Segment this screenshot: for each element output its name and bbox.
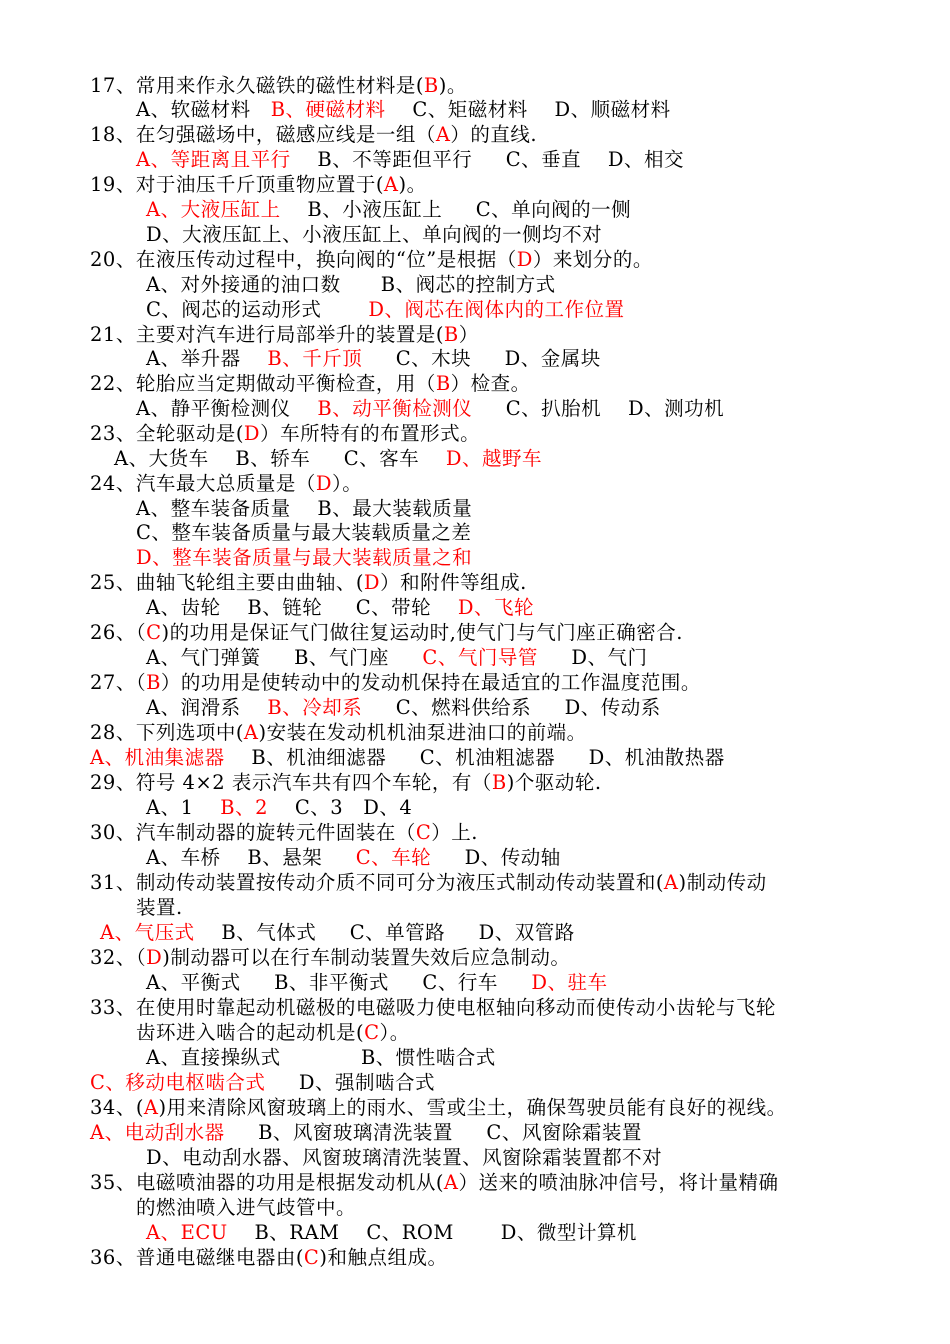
- question-text: )制动器可以在行车制动装置失效后应急制动。: [162, 946, 571, 969]
- answer-text: A、ECU: [146, 1221, 228, 1244]
- question-text: B、不等距但平行 C、垂直 D、相交: [290, 148, 685, 171]
- question-text: ）的功用是使转动中的发动机保持在最适宜的工作温度范围。: [160, 671, 701, 694]
- answer-text: B: [435, 372, 451, 395]
- answer-text: C: [146, 621, 162, 644]
- question-text: D、电动刮水器、风窗玻璃清洗装置、风窗除霜装置都不对: [146, 1146, 663, 1169]
- text-line: [90, 996, 776, 1020]
- question-text: 32、（: [90, 946, 147, 969]
- question-text: 29、符号 4×2 表示汽车共有四个车轮，有（: [90, 771, 492, 794]
- question-text: ）送来的喷油脉冲信号，将计量精确: [458, 1171, 779, 1194]
- question-text: 19、对于油压千斤顶重物应置于(: [90, 173, 384, 196]
- answer-text: D: [243, 422, 261, 445]
- answer-text: C: [303, 1246, 320, 1269]
- text-line: [90, 323, 479, 347]
- question-text: C、矩磁材料 D、顺磁材料: [385, 98, 671, 121]
- answer-text: D、整车装备质量与最大装载质量之和: [136, 546, 473, 569]
- question-text: 17、常用来作永久磁铁的磁性材料是(: [90, 74, 424, 97]
- text-line: [136, 497, 472, 521]
- question-text: 26、（: [90, 621, 147, 644]
- text-line: [90, 621, 683, 645]
- answer-text: D: [315, 472, 332, 495]
- text-line: [146, 596, 534, 620]
- answer-text: C、车轮: [355, 846, 432, 869]
- text-line: [90, 123, 537, 147]
- text-line: [146, 796, 412, 820]
- text-line: [146, 1046, 496, 1070]
- question-text: 齿环进入啮合的起动机是(: [136, 1021, 365, 1044]
- answer-text: C: [415, 821, 432, 844]
- question-text: 27、（: [90, 671, 147, 694]
- answer-text: D、越野车: [445, 447, 543, 470]
- question-text: ）上.: [431, 821, 478, 844]
- answer-text: D、驻车: [531, 971, 608, 994]
- text-line: [136, 98, 671, 122]
- text-line: [90, 571, 527, 595]
- question-text: ）来划分的。: [532, 248, 653, 271]
- question-text: )安装在发动机机油泵进油口的前端。: [258, 721, 587, 744]
- answer-text: C、移动电枢啮合式: [90, 1071, 266, 1094]
- text-line: [136, 896, 183, 920]
- text-line: [90, 1171, 779, 1195]
- question-text: ）的直线.: [450, 123, 538, 146]
- answer-text: A、大液压缸上: [146, 198, 281, 221]
- text-line: [90, 74, 467, 98]
- text-line: [114, 447, 542, 471]
- question-text: A、润滑系: [146, 696, 268, 719]
- question-text: A、整车装备质量 B、最大装载质量: [136, 497, 473, 520]
- answer-text: D: [516, 248, 533, 271]
- question-text: 30、汽车制动器的旋转元件固装在（: [90, 821, 416, 844]
- question-text: A、软磁材料: [136, 98, 271, 121]
- answer-text: A: [435, 123, 451, 146]
- question-text: D、传动轴: [431, 846, 561, 869]
- text-line: [90, 1121, 642, 1145]
- answer-text: B、2: [220, 796, 269, 819]
- text-line: [146, 1221, 637, 1245]
- text-line: [136, 521, 471, 545]
- question-text: B、RAM C、ROM D、微型计算机: [227, 1221, 637, 1244]
- question-text: D、大液压缸上、小液压缸上、单向阀的一侧均不对: [146, 223, 603, 246]
- question-text: 20、在液压传动过程中，换向阀的“位”是根据（: [90, 248, 517, 271]
- text-line: [90, 821, 478, 845]
- question-text: C、扒胎机 D、测功机: [472, 397, 725, 420]
- text-line: [90, 372, 531, 396]
- question-text: B、小液压缸上 C、单向阀的一侧: [280, 198, 632, 221]
- text-line: [90, 746, 725, 770]
- answer-text: A: [443, 1171, 459, 1194]
- answer-text: B、动平衡检测仪: [317, 397, 473, 420]
- answer-text: A、电动刮水器: [90, 1121, 225, 1144]
- text-line: [136, 397, 724, 421]
- text-line: [136, 546, 472, 570]
- answer-text: A、等距离且平行: [136, 148, 291, 171]
- text-line: [90, 771, 602, 795]
- text-line: [90, 173, 427, 197]
- answer-text: C: [364, 1021, 380, 1044]
- answer-text: C、气门导管: [422, 646, 538, 669]
- question-text: ）。: [331, 472, 363, 495]
- answer-text: D、飞轮: [457, 596, 535, 619]
- question-text: 22、轮胎应当定期做动平衡检查，用（: [90, 372, 436, 395]
- question-text: B、气体式 C、单管路 D、双管路: [194, 921, 575, 944]
- question-text: B、风窗玻璃清洗装置 C、风窗除霜装置: [224, 1121, 642, 1144]
- answer-text: B、硬磁材料: [270, 98, 386, 121]
- question-text: 24、汽车最大总质量是（: [90, 472, 316, 495]
- question-text: 的燃油喷入进气歧管中。: [136, 1196, 357, 1219]
- answer-text: A: [383, 173, 399, 196]
- text-line: [90, 871, 767, 895]
- question-text: )的功用是保证气门做往复运动时,使气门与气门座正确密合.: [161, 621, 684, 644]
- text-line: [146, 646, 647, 670]
- answer-text: B、千斤顶: [267, 347, 363, 370]
- answer-text: B: [443, 323, 459, 346]
- question-text: 18、在匀强磁场中，磁感应线是一组（: [90, 123, 436, 146]
- answer-text: A: [243, 721, 259, 744]
- question-text: A、1: [146, 796, 221, 819]
- question-text: C、木块 D、金属块: [362, 347, 601, 370]
- question-text: 23、全轮驱动是(: [90, 422, 244, 445]
- question-text: C、整车装备质量与最大装载质量之差: [136, 521, 472, 544]
- question-text: C、阀芯的运动形式: [146, 298, 369, 321]
- answer-text: B: [423, 74, 439, 97]
- answer-text: D: [146, 946, 163, 969]
- text-line: [146, 846, 561, 870]
- text-line: [90, 1071, 435, 1095]
- answer-text: D: [363, 571, 381, 594]
- question-text: ）: [458, 323, 479, 346]
- question-text: B、机油细滤器 C、机油粗滤器 D、机油散热器: [224, 746, 725, 769]
- text-line: [146, 971, 607, 995]
- question-text: C、3 D、4: [268, 796, 413, 819]
- question-text: 34、(: [90, 1096, 144, 1119]
- text-line: [136, 1021, 410, 1045]
- text-line: [90, 721, 587, 745]
- text-line: [90, 422, 480, 446]
- text-line: [90, 1246, 447, 1270]
- question-text: ）和附件等组成.: [380, 571, 527, 594]
- question-text: A、静平衡检测仪: [136, 397, 318, 420]
- text-line: [90, 472, 362, 496]
- text-line: [146, 696, 661, 720]
- question-text: A、大货车 B、轿车 C、客车: [114, 447, 446, 470]
- question-text: A、齿轮 B、链轮 C、带轮: [146, 596, 458, 619]
- question-text: A、对外接通的油口数 B、阀芯的控制方式: [146, 273, 556, 296]
- question-text: C、燃料供给系 D、传动系: [362, 696, 661, 719]
- answer-text: A: [663, 871, 679, 894]
- answer-text: B: [491, 771, 507, 794]
- question-text: A、车桥 B、悬架: [146, 846, 356, 869]
- text-line: [146, 223, 602, 247]
- answer-text: A: [143, 1096, 159, 1119]
- question-text: 25、曲轴飞轮组主要由曲轴、(: [90, 571, 364, 594]
- question-text: 35、电磁喷油器的功用是根据发动机从(: [90, 1171, 444, 1194]
- question-text: ）车所特有的布置形式。: [260, 422, 481, 445]
- question-text: ）。: [379, 1021, 410, 1044]
- text-line: [90, 946, 570, 970]
- answer-text: D、阀芯在阀体内的工作位置: [368, 298, 625, 321]
- question-text: 装置.: [136, 896, 183, 919]
- answer-text: B、冷却系: [267, 696, 363, 719]
- question-text: 36、普通电磁继电器由(: [90, 1246, 304, 1269]
- text-line: [146, 298, 624, 322]
- text-line: [100, 921, 575, 945]
- answer-text: B: [146, 671, 161, 694]
- question-text: 31、制动传动装置按传动介质不同可分为液压式制动传动装置和(: [90, 871, 664, 894]
- question-text: A、平衡式 B、非平衡式 C、行车: [146, 971, 532, 994]
- question-text: A、举升器: [146, 347, 268, 370]
- answer-text: A、机油集滤器: [90, 746, 225, 769]
- text-line: [90, 1096, 787, 1120]
- question-text: D、气门: [537, 646, 648, 669]
- question-text: )和触点组成。: [319, 1246, 448, 1269]
- question-text: )用来清除风窗玻璃上的雨水、雪或尘土，确保驾驶员能有良好的视线。: [158, 1096, 787, 1119]
- text-line: [146, 273, 556, 297]
- text-line: [90, 671, 701, 695]
- question-text: )。: [438, 74, 467, 97]
- text-line: [136, 148, 684, 172]
- question-text: 28、下列选项中(: [90, 721, 244, 744]
- question-text: A、直接操纵式 B、惯性啮合式: [146, 1046, 496, 1069]
- text-line: [146, 198, 631, 222]
- text-line: [136, 1196, 356, 1220]
- question-text: )制动传动: [678, 871, 767, 894]
- question-text: )个驱动轮.: [506, 771, 602, 794]
- answer-text: A、气压式: [100, 921, 195, 944]
- question-text: 33、在使用时靠起动机磁极的电磁吸力使电枢轴向移动而使传动小齿轮与飞轮: [90, 996, 776, 1019]
- question-text: A、气门弹簧 B、气门座: [146, 646, 423, 669]
- text-line: [146, 1146, 662, 1170]
- question-text: D、强制啮合式: [265, 1071, 436, 1094]
- question-text: ）检查。: [450, 372, 531, 395]
- question-text: 21、主要对汽车进行局部举升的装置是(: [90, 323, 444, 346]
- text-line: [90, 248, 653, 272]
- question-text: )。: [398, 173, 427, 196]
- text-line: [146, 347, 601, 371]
